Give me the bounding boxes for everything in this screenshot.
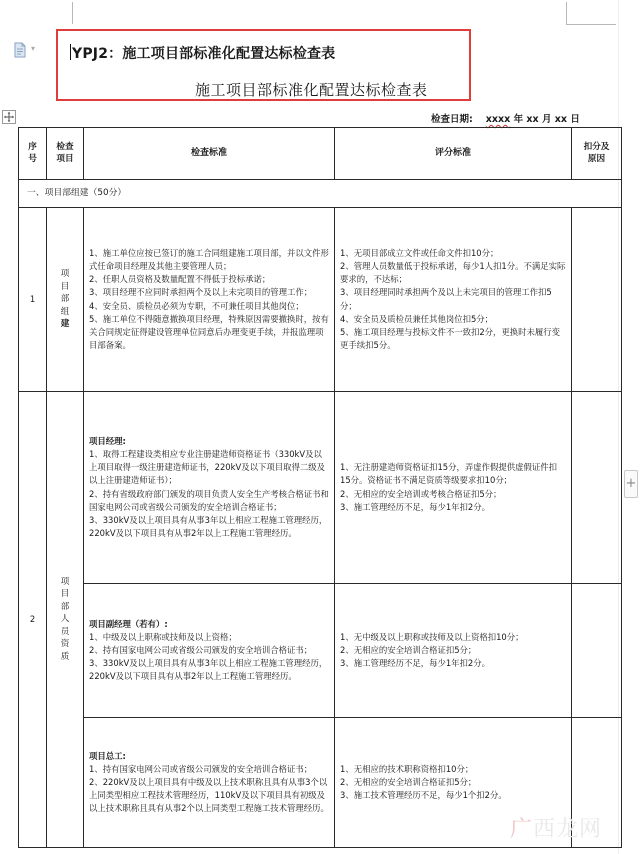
row2-deputy-scoring (335, 584, 572, 718)
row2-deputy-standard (84, 584, 335, 718)
add-column-button[interactable]: + (624, 470, 638, 498)
row1-standard-line: 2、任职人员资格及数量配置不得低于投标承诺； (89, 274, 271, 285)
row1-scoring-line: 2、管理人员数量低于投标承诺，每少1人扣1分。不满足实际要求的，不达标； (340, 261, 566, 285)
inspection-table (18, 127, 622, 848)
row2-seq: 2 (19, 392, 47, 848)
chief-scoring-line: 1、无相应的技术职称资格扣10分； (340, 763, 474, 774)
section-title: 一、项目部组建（50分） (19, 180, 622, 208)
deputy-scoring-line: 2、无相应的安全培训合格证扣5分； (340, 644, 477, 655)
table-header-row (19, 128, 622, 180)
table-row-1 (19, 208, 622, 392)
header-standard: 检查标准 (84, 128, 335, 180)
pm-standard-line: 1、取得工程建设类相应专业注册建造师资格证书（330kV及以上项目取得一级注册建造师证书，220kV及以下项目取得二级及以上注册建造师证书）； (89, 449, 325, 486)
row1-standard-line: 5、施工单位不得随意撤换项目经理，特殊原因需要撤换时，按有关合同规定征得建设管理单位同意后办理变更手续，并报监理项目部备案。 (89, 313, 329, 350)
pm-standard-line: 3、330kV及以上项目具有从事3年以上相应工程施工管理经历，220kV及以下项目具有从事2年以上工程施工管理经历。 (89, 514, 328, 538)
table-row-2-pm (19, 392, 622, 584)
crop-mark-top-right (566, 2, 567, 24)
row2-deputy-deduction[interactable] (572, 584, 622, 718)
pm-title: 项目经理: (89, 436, 126, 447)
crop-mark-top-right-h (566, 24, 616, 25)
table-row-2-deputy (19, 584, 622, 718)
check-date-year-placeholder: xxxx (485, 114, 511, 125)
crop-mark-top-left (72, 2, 73, 24)
deputy-standard-line: 3、330kV及以上项目具有从事3年以上相应工程施工管理经历，220kV及以下项目具有从事2年以上工程施工管理经历。 (89, 658, 328, 682)
row1-standard-line: 3、项目经理不应同时承担两个及以上未完项目的管理工作； (89, 287, 313, 298)
header-seq: 序号 (19, 128, 47, 180)
deputy-scoring-line: 1、无中级及以上职称或技师及以上资格扣10分； (340, 631, 524, 642)
row1-scoring (335, 208, 572, 392)
watermark-logo: 广西龙网 (510, 817, 603, 842)
row2-chief-standard (84, 718, 335, 848)
deputy-scoring-line: 3、施工管理经历不足，每少1年扣2分。 (340, 658, 490, 668)
row1-seq: 1 (19, 208, 47, 392)
row2-item: 项目部人员资质 (47, 392, 84, 848)
pm-scoring-line: 3、施工管理经历不足，每少1年扣2分。 (340, 501, 490, 512)
document-icon[interactable] (12, 42, 28, 58)
row1-standard (84, 208, 335, 392)
check-date-value (476, 114, 580, 125)
check-date (431, 111, 580, 125)
text-cursor (70, 44, 71, 60)
chevron-down-icon[interactable]: ▾ (31, 44, 36, 53)
chief-standard-line: 2、220kV及以上项目具有中级及以上技术职称且具有从事3个以上同类型相应工程技术管理经历，110kV及以下项目具有初级及以上技术职称且具有从事2个以上同类型工程施工技术管理经历。 (89, 776, 329, 814)
row1-standard-line: 1、施工单位应按已签订的施工合同组建施工项目部，并以文件形式任命项目经理及其他主要管理人员； (89, 248, 329, 272)
header-deduction: 扣分及原因 (572, 128, 622, 180)
row1-item: 项目部组建 (47, 208, 84, 392)
deputy-standard-line: 1、中级及以上职称或技师及以上资格； (89, 631, 237, 642)
chief-scoring-line: 2、无相应的安全培训合格证扣5分； (340, 776, 477, 787)
check-date-rest: 年 xx 月 xx 日 (510, 114, 580, 125)
pm-scoring-line: 1、无注册建造师资格证扣15分，弄虚作假提供虚假证件扣15分。资格证书不满足资质等级要求扣10分； (340, 462, 557, 486)
chief-scoring-line: 3、施工技术管理经历不足，每少1个扣2分。 (340, 790, 507, 800)
row2-pm-standard (84, 392, 335, 584)
check-date-label: 检查日期: (431, 114, 473, 125)
heading-code-title: YPJ2：施工项目部标准化配置达标检查表 (72, 46, 336, 62)
row2-pm-scoring (335, 392, 572, 584)
row2-pm-deduction[interactable] (572, 392, 622, 584)
row1-scoring-line: 1、无项目部成立文件或任命文件扣10分； (340, 248, 499, 259)
row1-scoring-line: 3、项目经理同时承担两个及以上未完项目的管理工作扣5分； (340, 287, 552, 311)
row1-scoring-line: 5、施工项目经理与投标文件不一致扣2分，更换时未履行变更手续扣5分。 (340, 326, 561, 350)
header-item: 检查项目 (47, 128, 84, 180)
header-scoring: 评分标准 (335, 128, 572, 180)
chief-title: 项目总工: (89, 750, 126, 761)
chief-standard-line: 1、持有国家电网公司或省级公司颁发的安全培训合格证书； (89, 763, 313, 774)
deputy-title: 项目副经理（若有）: (89, 618, 168, 629)
row1-standard-line: 4、安全员、质检员必须为专职，不可兼任项目其他岗位； (89, 300, 304, 311)
deputy-standard-line: 2、持有国家电网公司或省级公司颁发的安全培训合格证书； (89, 644, 313, 655)
heading-main-title: 施工项目部标准化配置达标检查表 (195, 81, 428, 99)
section-row-1 (19, 180, 622, 208)
row1-scoring-line: 4、安全员及质检员兼任其他岗位扣5分； (340, 313, 494, 324)
pm-standard-line: 2、持有省级政府部门颁发的项目负责人安全生产考核合格证书和国家电网公司或省级公司颁发的安全培训合格证书； (89, 488, 329, 512)
table-move-handle-icon[interactable] (2, 110, 16, 124)
pm-scoring-line: 2、无相应的安全培训或考核合格证扣5分； (340, 488, 502, 499)
row1-deduction[interactable] (572, 208, 622, 392)
